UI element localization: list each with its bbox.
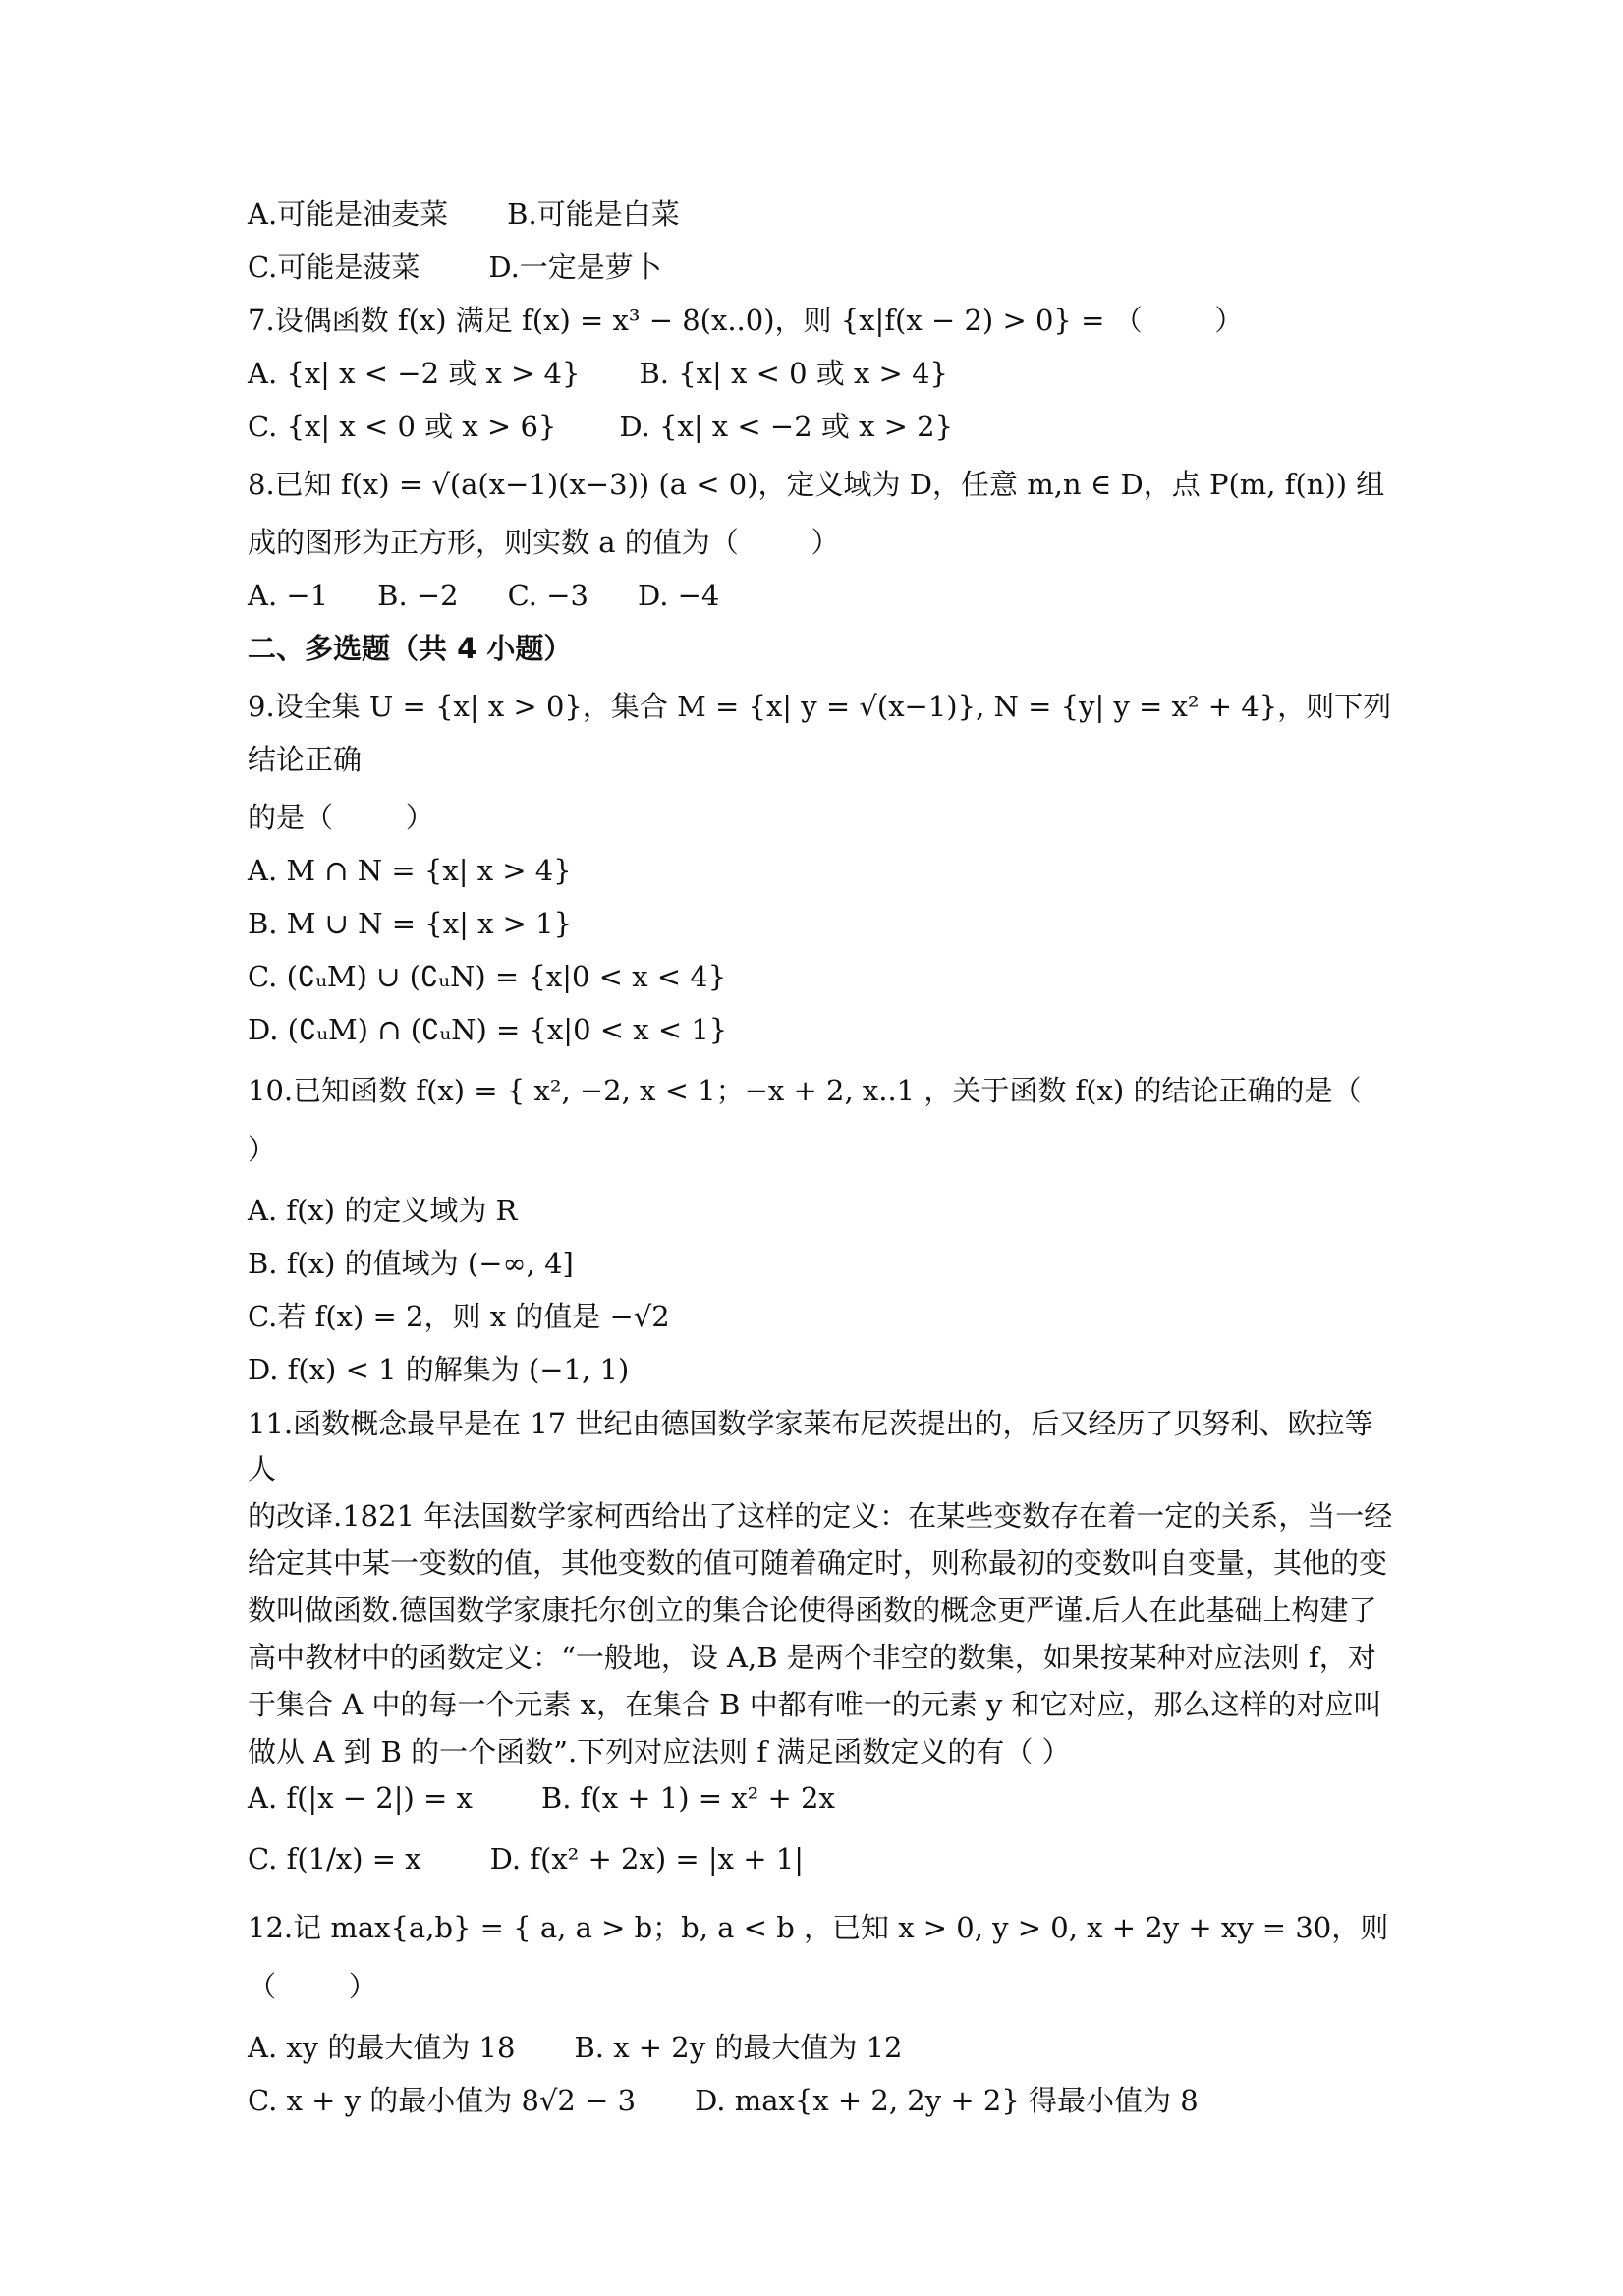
q7-options-row-1 (248, 352, 1397, 395)
q11-line: 的改译.1821 年法国数学家柯西给出了这样的定义：在某些变数存在着一定的关系，当一经 (248, 1499, 1393, 1533)
q10-option-a: A. f(x) 的定义域为 R (248, 1194, 518, 1227)
q12-options-row-2 (248, 2079, 1397, 2122)
q8-stem-line-2: 成的图形为正方形，则实数 a 的值为（ ） (248, 526, 840, 559)
q7-option-c: C. {x| x < 0 或 x > 6} (248, 410, 557, 443)
q9-option-d: D. (∁ᵤM) ∩ (∁ᵤN) = {x|0 < x < 1} (248, 1013, 728, 1046)
q6-options-row-2 (248, 246, 1397, 289)
q8-option-a: A. −1 (248, 579, 329, 612)
q6-option-b: B.可能是白菜 (507, 197, 680, 231)
q11-option-d: D. f(x² + 2x) = |x + 1| (489, 1842, 804, 1876)
q7-stem: 7.设偶函数 f(x) 满足 f(x) = x³ − 8(x..0)，则 {x|f(x − 2) > 0} = （ ） (248, 304, 1244, 337)
q8-option-c: C. −3 (507, 579, 588, 612)
q12-option-a: A. xy 的最大值为 18 (248, 2031, 516, 2064)
q12-stem: 12.记 max{a,b} = { a, a > b；b, a < b ，已知 x > 0, y > 0, x + 2y + xy = 30，则（ ） (248, 1911, 1389, 2003)
q6-option-c: C.可能是菠菜 (248, 251, 420, 284)
q10-option-c: C.若 f(x) = 2，则 x 的值是 −√2 (248, 1300, 670, 1333)
q11-options-row-1 (248, 1776, 1397, 1820)
q11-option-c: C. f(1/x) = x (248, 1842, 421, 1876)
q7-option-a: A. {x| x < −2 或 x > 4} (248, 357, 581, 390)
q9-stem-line-1: 9.设全集 U = {x| x > 0}，集合 M = {x| y = √(x−1)}, N = {y| y = x² + 4}，则下列结论正确 (248, 690, 1392, 776)
q9-option-c: C. (∁ᵤM) ∪ (∁ᵤN) = {x|0 < x < 4} (248, 960, 727, 993)
q12-option-d: D. max{x + 2, 2y + 2} 得最小值为 8 (695, 2084, 1199, 2117)
q8-option-b: B. −2 (377, 579, 459, 612)
q7-option-b: B. {x| x < 0 或 x > 4} (639, 357, 948, 390)
q7-option-d: D. {x| x < −2 或 x > 2} (619, 410, 954, 443)
q11-option-a: A. f(|x − 2|) = x (248, 1781, 473, 1815)
q8-option-d: D. −4 (637, 579, 720, 612)
q11-line: 11.函数概念最早是在 17 世纪由德国数学家莱布尼茨提出的，后又经历了贝努利、欧拉等人 (248, 1407, 1373, 1485)
q12-option-b: B. x + 2y 的最大值为 12 (574, 2031, 903, 2064)
q10-option-b: B. f(x) 的值域为 (−∞, 4] (248, 1247, 574, 1280)
q10-stem: 10.已知函数 f(x) = { x², −2, x < 1；−x + 2, x..1 ，关于函数 f(x) 的结论正确的是（ ） (248, 1074, 1434, 1166)
q6-option-a: A.可能是油麦菜 (248, 197, 449, 231)
q8-stem-line-1: 8.已知 f(x) = √(a(x−1)(x−3)) (a < 0)，定义域为 D，任意 m,n ∈ D，点 P(m, f(n)) 组 (248, 468, 1385, 501)
q9-stem-line-2: 的是（ ） (248, 801, 434, 834)
q8-options (248, 574, 1397, 617)
q6-options-row-1 (248, 193, 1397, 236)
q7-options-row-2 (248, 405, 1397, 448)
section-heading: 二、多选题（共 4 小题） (248, 632, 573, 665)
q12-options-row-1 (248, 2026, 1397, 2069)
q10-option-d: D. f(x) < 1 的解集为 (−1, 1) (248, 1353, 630, 1386)
q11-options-row-2 (248, 1829, 1397, 1888)
q12-option-c: C. x + y 的最小值为 8√2 − 3 (248, 2084, 637, 2117)
exam-page (248, 193, 1434, 2132)
q9-option-b: B. M ∪ N = {x| x > 1} (248, 907, 573, 940)
q11-line: 于集合 A 中的每一个元素 x，在集合 B 中都有唯一的元素 y 和它对应，那么这样的对应叫 (248, 1688, 1382, 1721)
q11-stem (248, 1401, 1397, 1774)
q11-line: 数叫做函数.德国数学家康托尔创立的集合论使得函数的概念更严谨.后人在此基础上构建了 (248, 1594, 1377, 1627)
q9-option-a: A. M ∩ N = {x| x > 4} (248, 854, 572, 887)
q11-option-b: B. f(x + 1) = x² + 2x (540, 1781, 835, 1815)
q11-line: 做从 A 到 B 的一个函数”.下列对应法则 f 满足函数定义的有（ ） (248, 1735, 1071, 1768)
q11-line: 给定其中某一变数的值，其他变数的值可随着确定时，则称最初的变数叫自变量，其他的变 (248, 1546, 1388, 1580)
q11-line: 高中教材中的函数定义：“一般地，设 A,B 是两个非空的数集，如果按某种对应法则 f，对 (248, 1641, 1376, 1674)
q6-option-d: D.一定是萝卜 (488, 251, 662, 284)
